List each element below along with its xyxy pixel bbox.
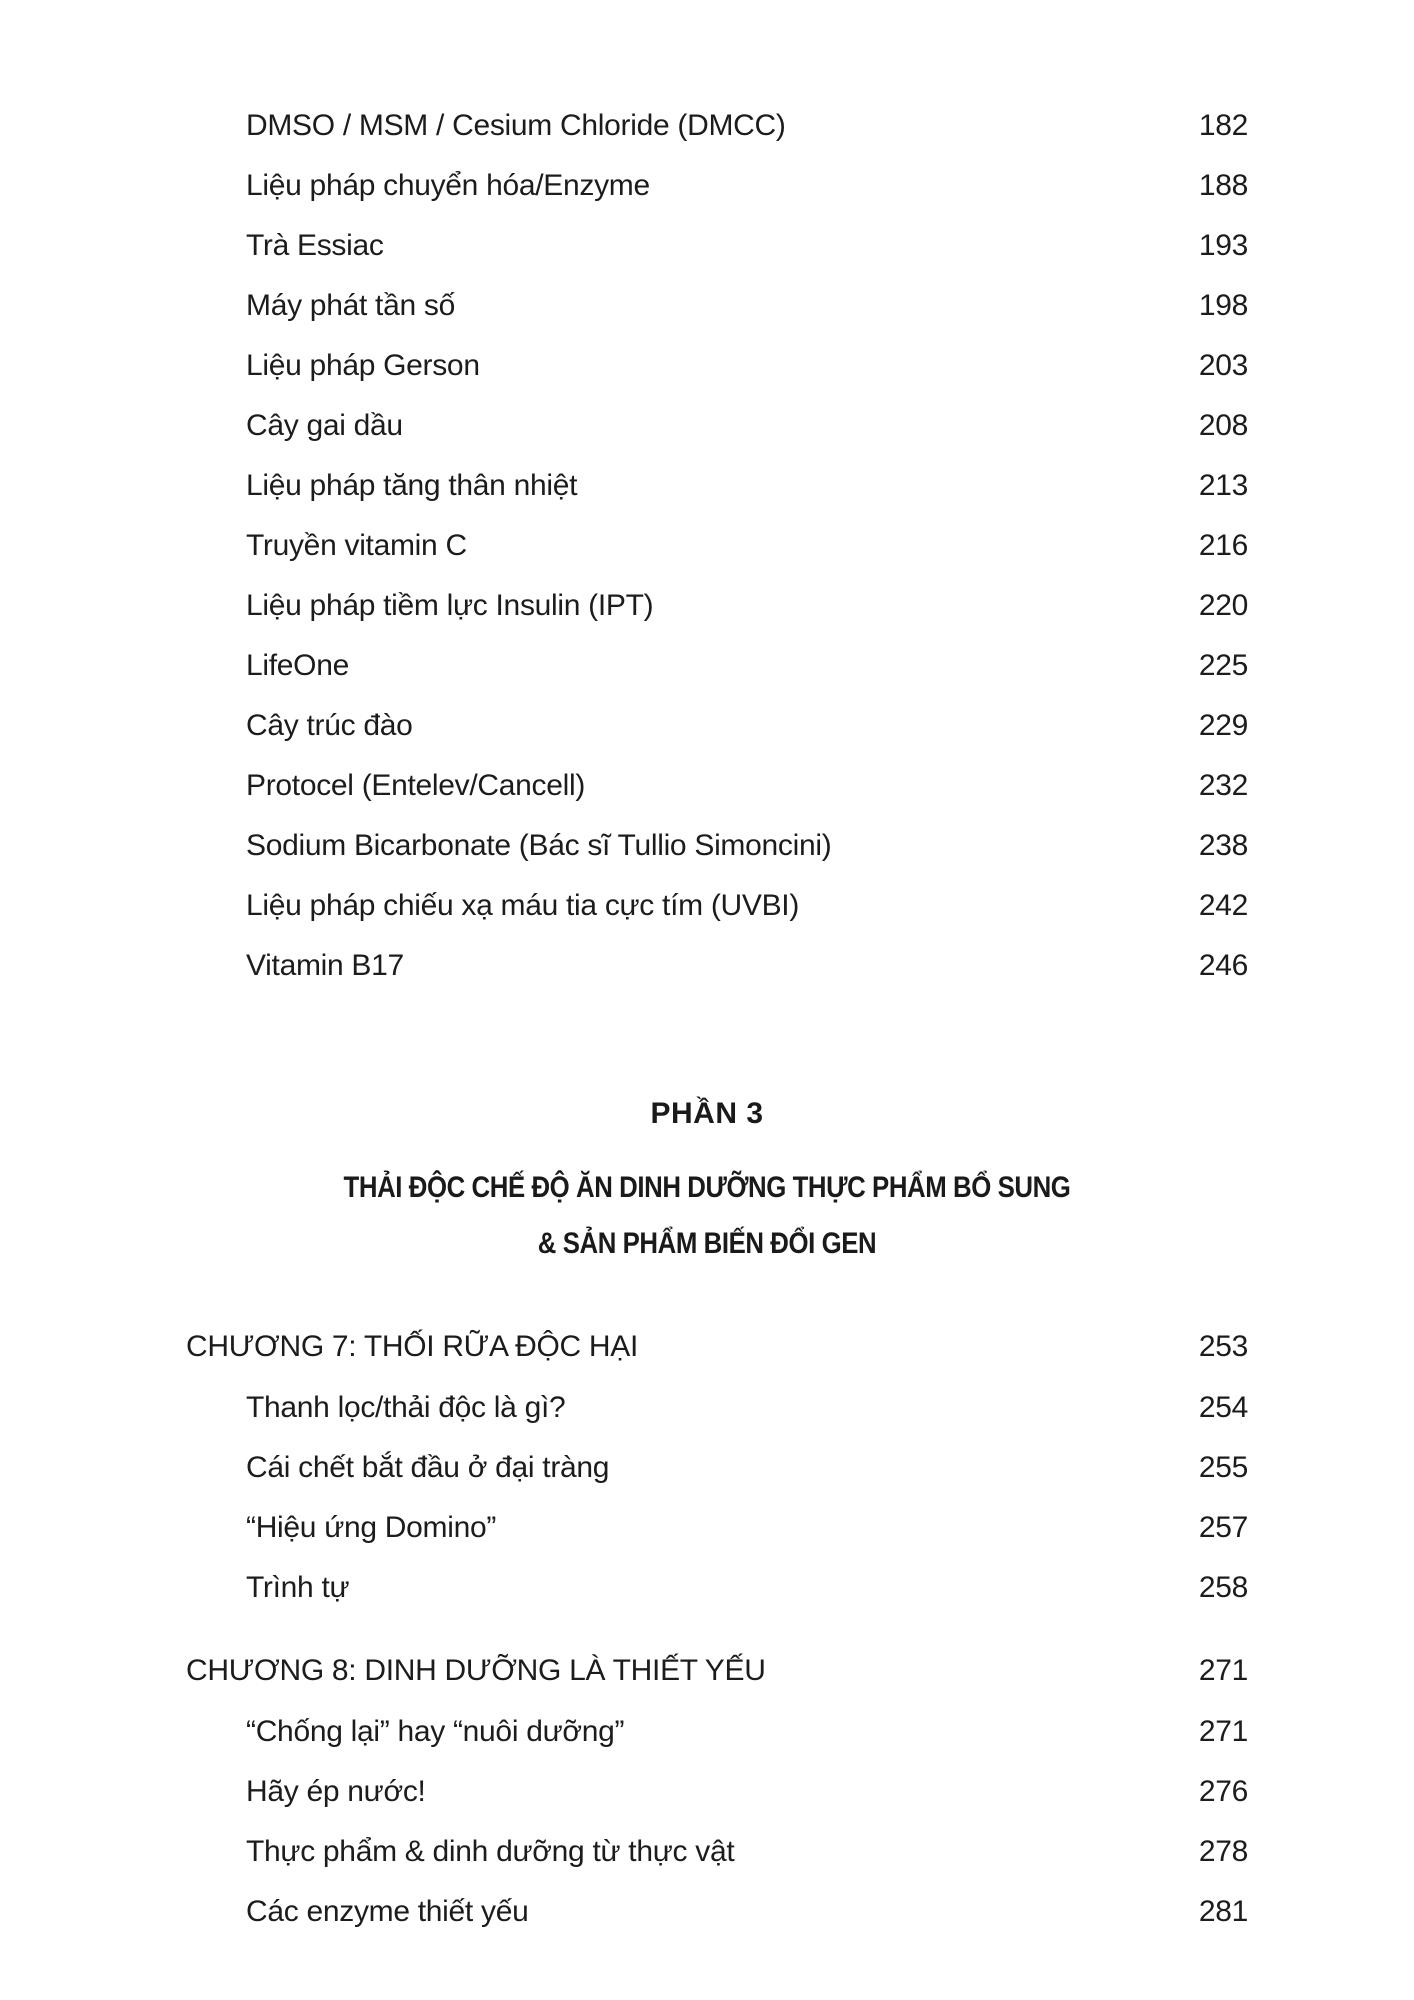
- toc-entry-title: Protocel (Entelev/Cancell): [246, 769, 586, 802]
- toc-entry-page: 203: [1198, 349, 1248, 382]
- toc-entry-title: Truyền vitamin C: [246, 529, 467, 562]
- chapter-page: 271: [1198, 1654, 1248, 1687]
- toc-entry-page: 232: [1198, 769, 1248, 802]
- toc-entry-page: 216: [1198, 529, 1248, 562]
- toc-entry-page: 220: [1198, 589, 1248, 622]
- toc-entry: [0, 336, 1414, 396]
- toc-entry-title: Liệu pháp Gerson: [246, 349, 480, 382]
- toc-entry: [0, 516, 1414, 576]
- chapter-7-section: [0, 1316, 1414, 1618]
- toc-entry-title: DMSO / MSM / Cesium Chloride (DMCC): [246, 109, 786, 142]
- toc-entry-page: 281: [1198, 1895, 1248, 1928]
- toc-entry-title: Trình tự: [246, 1571, 350, 1604]
- toc-entry-title: “Chống lại” hay “nuôi dưỡng”: [246, 1715, 625, 1748]
- toc-entry-page: 225: [1198, 649, 1248, 682]
- toc-entry-title: Các enzyme thiết yếu: [246, 1895, 529, 1928]
- toc-entry-title: Hãy ép nước!: [246, 1775, 426, 1808]
- toc-entry: [0, 1702, 1414, 1762]
- toc-entry-title: Liệu pháp chiếu xạ máu tia cực tím (UVBI): [246, 889, 800, 922]
- toc-entry-page: 278: [1198, 1835, 1248, 1868]
- toc-entry-title: Liệu pháp chuyển hóa/Enzyme: [246, 169, 650, 202]
- toc-entry: [0, 216, 1414, 276]
- chapter-8-section: [0, 1640, 1414, 1942]
- toc-entry-page: 257: [1198, 1511, 1248, 1544]
- toc-entry-page: 188: [1198, 169, 1248, 202]
- toc-entry-title: Vitamin B17: [246, 949, 404, 982]
- toc-entry: [0, 816, 1414, 876]
- toc-entry: [0, 1558, 1414, 1618]
- toc-entry: [0, 276, 1414, 336]
- toc-entry-page: 276: [1198, 1775, 1248, 1808]
- toc-entry: [0, 1378, 1414, 1438]
- toc-entry-page: 246: [1198, 949, 1248, 982]
- toc-list-top: [0, 96, 1414, 996]
- toc-entry: [0, 1438, 1414, 1498]
- toc-entry-page: 238: [1198, 829, 1248, 862]
- toc-entry-page: 254: [1198, 1391, 1248, 1424]
- toc-entry: [0, 1762, 1414, 1822]
- toc-entry: [0, 156, 1414, 216]
- toc-entry: [0, 636, 1414, 696]
- toc-entry-page: 198: [1198, 289, 1248, 322]
- toc-entry-page: 229: [1198, 709, 1248, 742]
- toc-entry-title: LifeOne: [246, 649, 349, 682]
- toc-entry-page: 258: [1198, 1571, 1248, 1604]
- toc-entry-title: Cây gai dầu: [246, 409, 403, 442]
- toc-entry: [0, 1498, 1414, 1558]
- toc-entry-title: Trà Essiac: [246, 229, 384, 262]
- toc-entry-page: 242: [1198, 889, 1248, 922]
- toc-entry: [0, 96, 1414, 156]
- part-title-line-2: & SẢN PHẨM BIẾN ĐỔI GEN: [537, 1227, 877, 1260]
- toc-entry: [0, 1882, 1414, 1942]
- chapter-heading: [0, 1640, 1414, 1702]
- part-label: PHẦN 3: [650, 1097, 764, 1130]
- toc-entry-title: “Hiệu ứng Domino”: [246, 1511, 497, 1544]
- part-title-line-1: THẢI ĐỘC CHẾ ĐỘ ĂN DINH DƯỠNG THỰC PHẨM BỔ SUNG: [343, 1171, 1071, 1204]
- toc-entry-page: 193: [1198, 229, 1248, 262]
- toc-entry-page: 208: [1198, 409, 1248, 442]
- chapter-title: CHƯƠNG 8: DINH DƯỠNG LÀ THIẾT YẾU: [186, 1654, 766, 1687]
- toc-entry: [0, 696, 1414, 756]
- toc-entry-page: 271: [1198, 1715, 1248, 1748]
- chapter-heading: [0, 1316, 1414, 1378]
- toc-entry-title: Thanh lọc/thải độc là gì?: [246, 1391, 566, 1424]
- part-title: [99, 1160, 1315, 1272]
- toc-entry-title: Cái chết bắt đầu ở đại tràng: [246, 1451, 610, 1484]
- toc-entry-page: 255: [1198, 1451, 1248, 1484]
- toc-entry: [0, 936, 1414, 996]
- toc-entry: [0, 576, 1414, 636]
- toc-entry-title: Liệu pháp tăng thân nhiệt: [246, 469, 578, 502]
- toc-entry: [0, 876, 1414, 936]
- toc-entry-title: Liệu pháp tiềm lực Insulin (IPT): [246, 589, 654, 622]
- toc-entry-title: Thực phẩm & dinh dưỡng từ thực vật: [246, 1835, 735, 1868]
- toc-entry-page: 182: [1198, 109, 1248, 142]
- chapter-title: CHƯƠNG 7: THỐI RỮA ĐỘC HẠI: [186, 1330, 639, 1363]
- toc-entry-page: 213: [1198, 469, 1248, 502]
- toc-entry-title: Sodium Bicarbonate (Bác sĩ Tullio Simoncini): [246, 829, 832, 862]
- toc-entry: [0, 1822, 1414, 1882]
- chapter-page: 253: [1198, 1330, 1248, 1363]
- toc-entry: [0, 756, 1414, 816]
- toc-entry-title: Máy phát tần số: [246, 289, 455, 322]
- toc-entry: [0, 396, 1414, 456]
- toc-entry: [0, 456, 1414, 516]
- toc-entry-title: Cây trúc đào: [246, 709, 413, 742]
